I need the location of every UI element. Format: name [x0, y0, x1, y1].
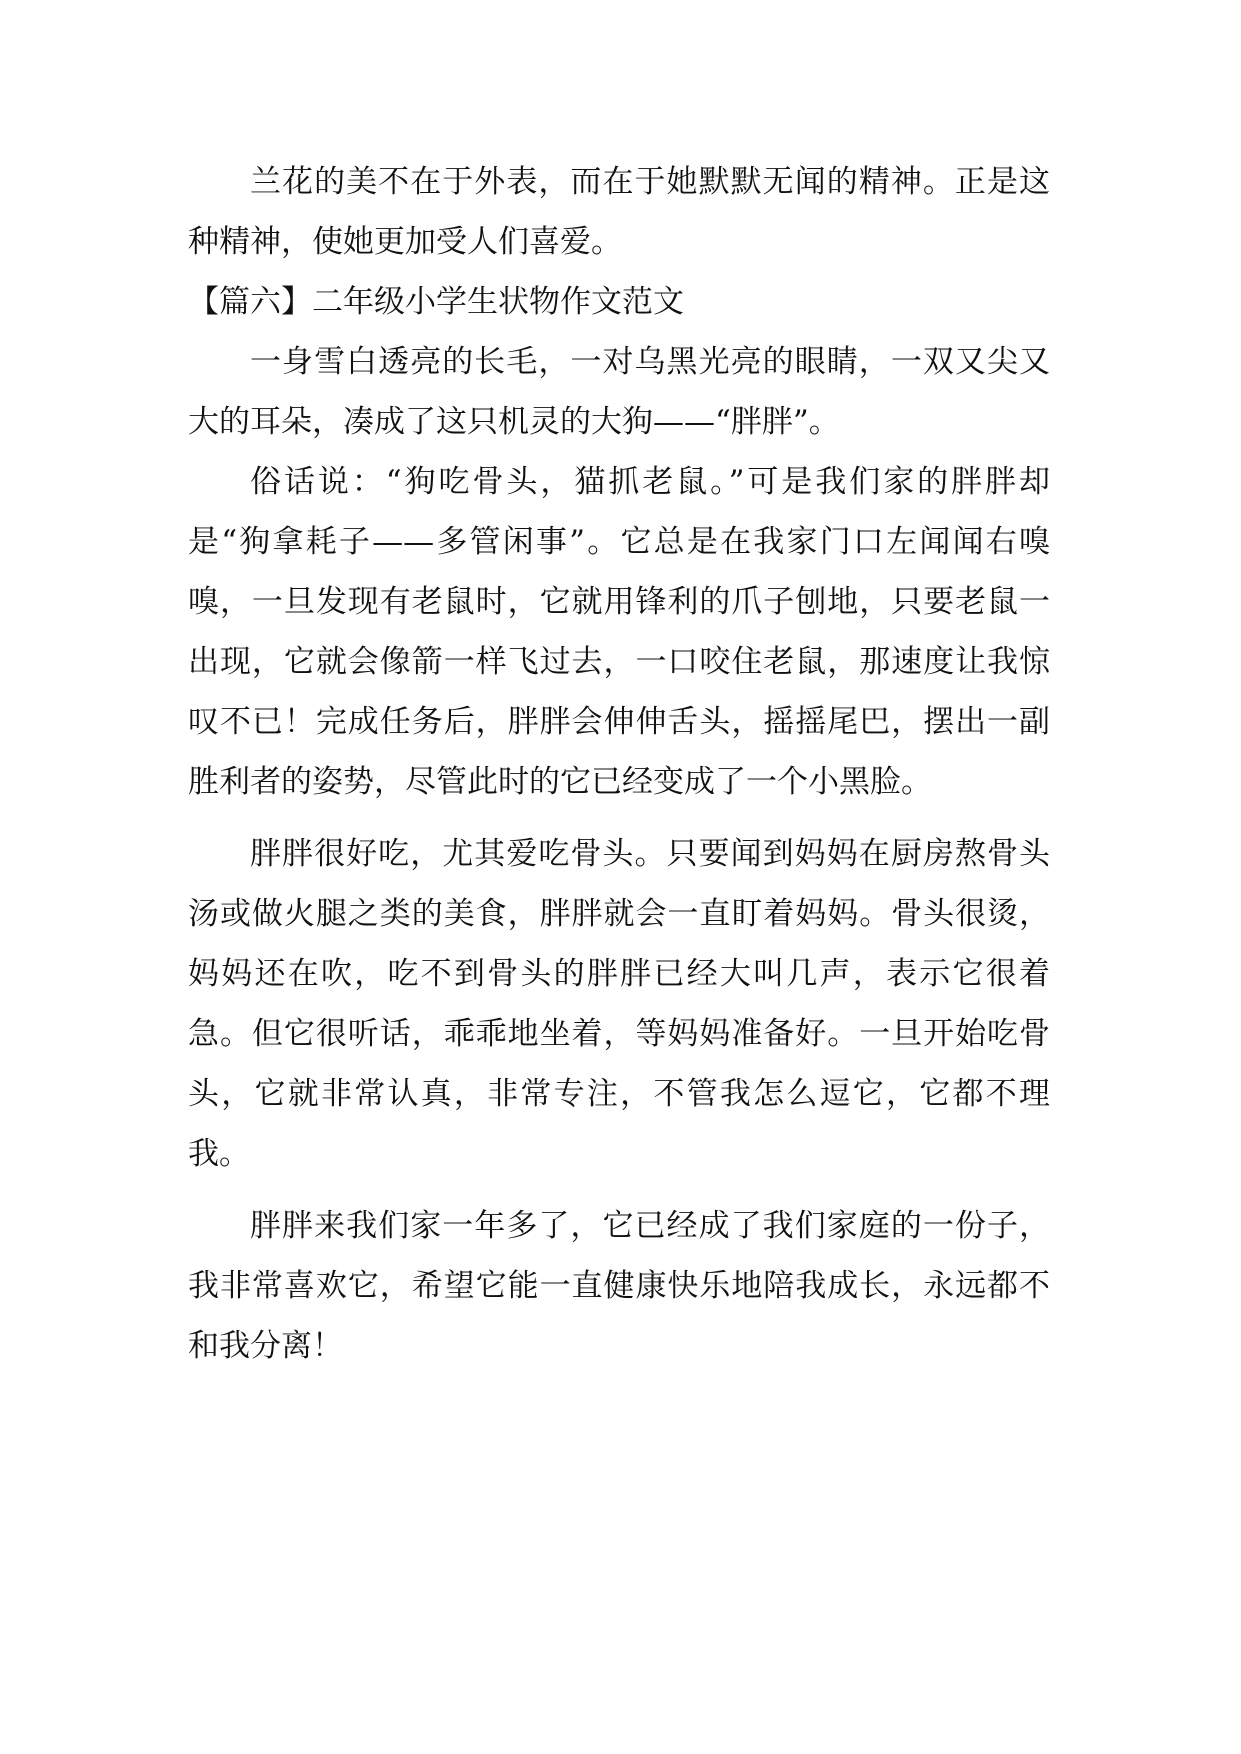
paragraph-dog-family-member: 胖胖来我们家一年多了，它已经成了我们家庭的一份子，我非常喜欢它，希望它能一直健康快乐地陪我成长，永远都不和我分离！: [188, 1208, 1050, 1364]
paragraph-dog-appearance: 一身雪白透亮的长毛，一对乌黑光亮的眼睛，一双又尖又大的耳朵，凑成了这只机灵的大狗——“胖胖”。: [188, 344, 1050, 440]
paragraph-dog-loves-bones: 胖胖很好吃，尤其爱吃骨头。只要闻到妈妈在厨房熬骨头汤或做火腿之类的美食，胖胖就会一直盯着妈妈。骨头很烫，妈妈还在吹，吃不到骨头的胖胖已经大叫几声，表示它很着急。但它很听话，乖乖地坐着，等妈妈准备好。一旦开始吃骨头，它就非常认真，非常专注，不管我怎么逗它，它都不理我。: [188, 836, 1050, 1172]
section-heading: 【篇六】二年级小学生状物作文范文: [188, 284, 684, 320]
paragraph-orchid-conclusion: 兰花的美不在于外表，而在于她默默无闻的精神。正是这种精神，使她更加受人们喜爱。: [188, 164, 1050, 260]
document-body: [188, 152, 1050, 1376]
paragraph-dog-catches-mice: 俗话说：“狗吃骨头，猫抓老鼠。”可是我们家的胖胖却是“狗拿耗子——多管闲事”。它总是在我家门口左闻闻右嗅嗅，一旦发现有老鼠时，它就用锋利的爪子刨地，只要老鼠一出现，它就会像箭一样飞过去，一口咬住老鼠，那速度让我惊叹不已！完成任务后，胖胖会伸伸舌头，摇摇尾巴，摆出一副胜利者的姿势，尽管此时的它已经变成了一个小黑脸。: [188, 464, 1050, 800]
